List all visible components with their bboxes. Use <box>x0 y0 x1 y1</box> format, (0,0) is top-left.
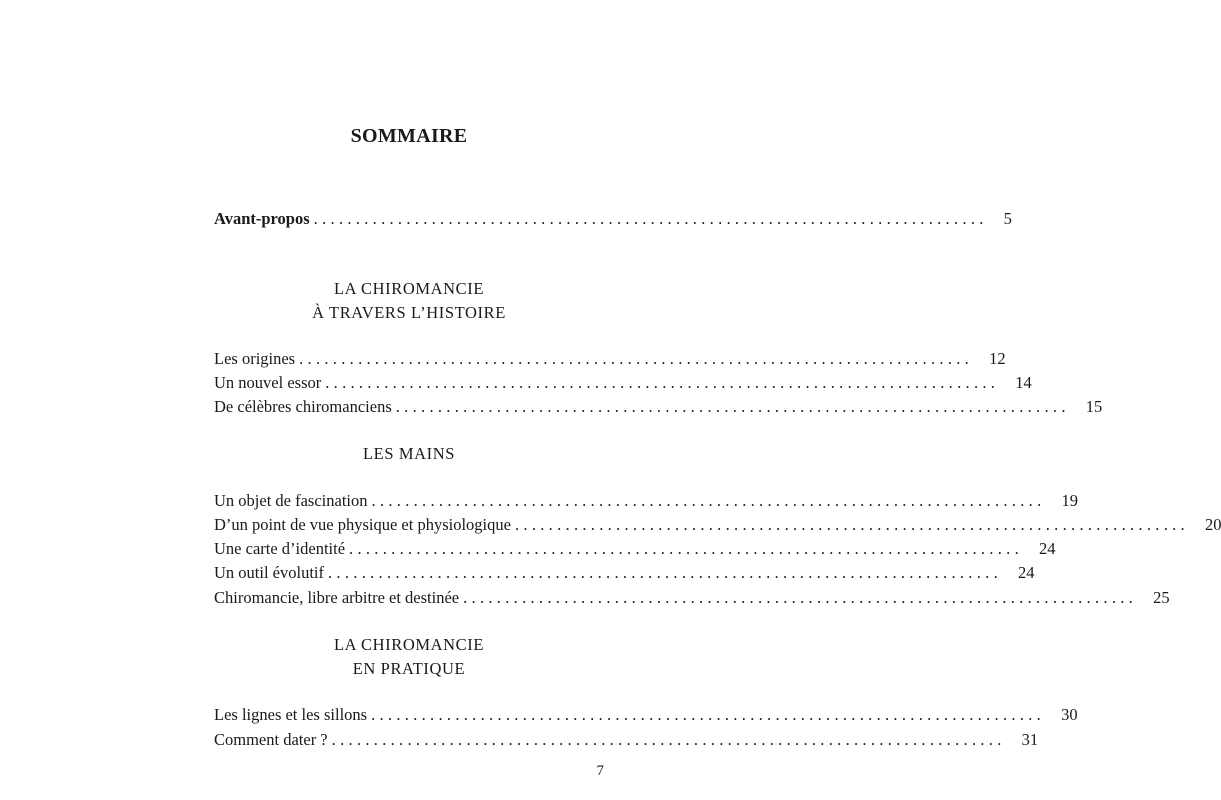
toc-entry-page: 20 <box>1204 515 1221 534</box>
toc-entry-label: Comment dater ? <box>214 730 328 749</box>
toc-entry-label: Un outil évolutif <box>214 563 324 582</box>
toc-entry-page: 30 <box>1061 705 1078 724</box>
toc-entry-label: Une carte d’identité <box>214 539 346 558</box>
section-heading-line: LA CHIROMANCIE <box>333 635 485 654</box>
toc-entry-page: 12 <box>989 349 1006 368</box>
dot-leader: ................................................................................ <box>395 397 1070 416</box>
section-heading-line: LES MAINS <box>362 444 456 463</box>
section-heading-line: LA CHIROMANCIE <box>333 279 485 298</box>
toc-entry[interactable] <box>214 490 1078 512</box>
toc-entry-page: 5 <box>1003 209 1012 228</box>
toc-entry-label: Un objet de fascination <box>214 491 368 510</box>
toc-entry[interactable] <box>214 729 1039 751</box>
dot-leader: ................................................................................ <box>463 588 1138 607</box>
toc-entry-label: Les origines <box>214 349 296 368</box>
section-heading <box>0 633 818 681</box>
dot-leader: ................................................................................ <box>331 730 1006 749</box>
dot-leader: ................................................................................ <box>325 373 1000 392</box>
section-heading-line: À TRAVERS L’HISTOIRE <box>312 303 506 322</box>
toc-entry-label: Avant-propos <box>214 209 310 228</box>
toc-entry[interactable] <box>214 514 1221 536</box>
toc-entry-page: 24 <box>1039 539 1056 558</box>
toc-entry[interactable] <box>214 562 1035 584</box>
toc-entry-foreword[interactable] <box>214 208 1012 230</box>
toc-entry[interactable] <box>214 372 1032 394</box>
toc-entry[interactable] <box>214 396 1103 418</box>
dot-leader: ................................................................................ <box>299 349 974 368</box>
toc-entry-label: De célèbres chiromanciens <box>214 397 392 416</box>
dot-leader: ................................................................................ <box>328 563 1002 582</box>
toc-entry[interactable] <box>214 348 1006 370</box>
dot-leader: ................................................................................ <box>371 491 1046 510</box>
dot-leader: ................................................................................ <box>349 539 1024 558</box>
toc-entry-page: 19 <box>1061 491 1078 510</box>
toc-entry-page: 31 <box>1021 730 1039 749</box>
toc-entry-page: 14 <box>1015 373 1032 392</box>
page-title: SOMMAIRE <box>350 125 468 147</box>
section-heading <box>0 277 818 325</box>
toc-entry-label: Un nouvel essor <box>214 373 322 392</box>
toc-entry-page: 24 <box>1018 563 1035 582</box>
toc-entry-page: 15 <box>1085 397 1103 416</box>
toc-entry-page: 25 <box>1153 588 1170 607</box>
toc-entry-label: Chiromancie, libre arbitre et destinée <box>214 588 460 607</box>
toc-entry[interactable] <box>214 538 1056 560</box>
toc-entry[interactable] <box>214 704 1078 726</box>
dot-leader: ................................................................................ <box>371 705 1046 724</box>
section-heading <box>0 442 818 466</box>
dot-leader: ................................................................................ <box>514 515 1189 534</box>
toc-entry-label: Les lignes et les sillons <box>214 705 368 724</box>
toc-entry[interactable] <box>214 587 1170 609</box>
section-heading-line: EN PRATIQUE <box>352 659 466 678</box>
toc-entry-label: D’un point de vue physique et physiologique <box>214 515 511 534</box>
page-number: 7 <box>596 763 604 779</box>
dot-leader: ................................................................................ <box>313 209 988 228</box>
